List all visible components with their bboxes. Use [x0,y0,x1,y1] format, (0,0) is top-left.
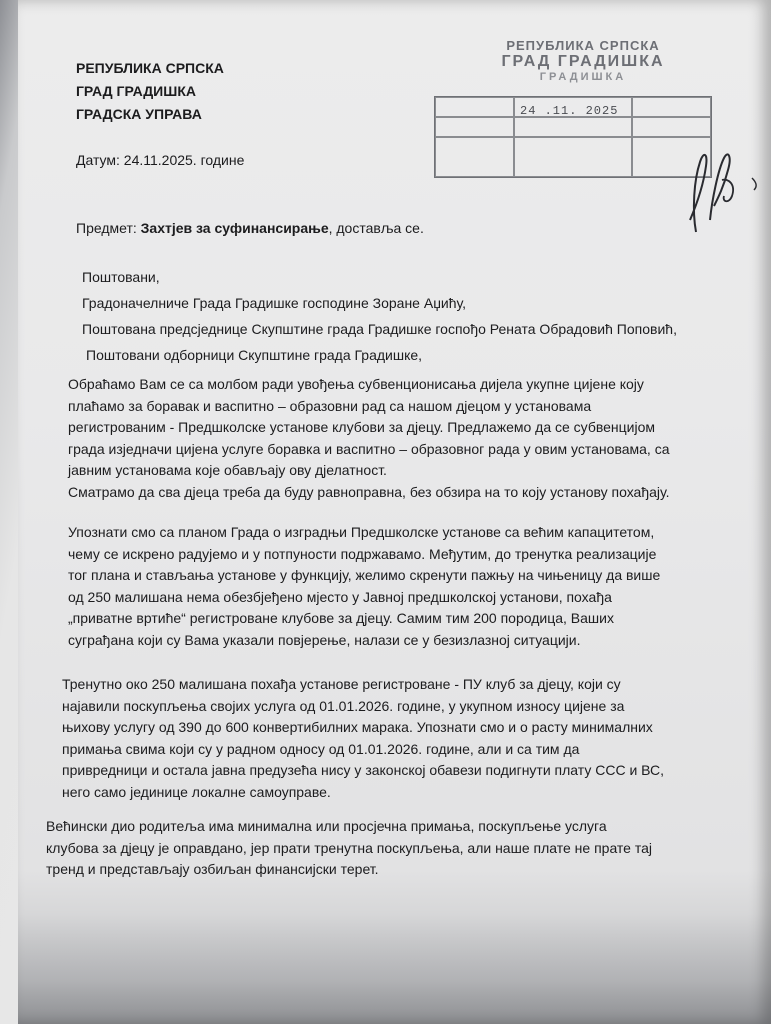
subject-label: Предмет: [76,220,137,236]
text-line: тог плана и стављања установе у функцију, желимо скренути пажњу на чињеницу да више [68,567,661,583]
paragraph-prices [62,674,692,803]
text-line: града изједначи цијена услуге боравка и васпитно – образовног рада у овим установама, са [68,440,670,457]
text-line: од 250 малишана нема обезбјеђено мјесто у Јавној предшколској установи, похађа [68,588,612,605]
text-line: Већински дио родитеља има минимална или просјечна примања, поскупљење услуга [46,818,607,834]
stamp-received-date: 24 .11. 2025 [520,104,619,118]
stamp-line-city: ГРАД ГРАДИШКА [501,53,665,70]
text-line: Тренутно око 250 малишана похађа установе регистроване - ПУ клуб за дјецу, који су [62,676,621,692]
salutation-mayor: Градоначелниче Града Градишке господине Зоране Аџићу, [82,295,467,311]
text-line: примања свима који су у радном односу од 01.01.2026. године, али и са тим да [62,740,580,757]
text-line: него само јединице локалне самоуправе. [62,783,331,800]
handwritten-signature [666,140,766,240]
paragraph-burden [46,816,706,881]
text-line: Упознати смо са планом Града о изградњи Предшколске установе са већим капацитетом, [68,524,655,540]
text-line: плаћамо за боравак и васпитно – образовни рад са нашом дјецом у установама [68,397,592,414]
text-line: „приватне вртиће“ регистроване клубове за дјецу. Самим тим 200 породица, Ваших [68,610,614,626]
stamp-line-republic: РЕПУБЛИКА СРПСКА [506,38,660,53]
text-line: Сматрамо да сва дјеца треба да буду равноправна, без обзира на то коју установу похађају. [68,483,670,500]
header-line-republic: РЕПУБЛИКА СРПСКА [76,60,224,76]
text-line: суграђана који су Вама указали повјерење, налази се у безизлазној ситуацији. [68,631,581,648]
subject-line [76,220,424,236]
text-line: њихову услугу од 390 до 600 конвертибилних марака. Упознати смо и о расту минималних [62,719,653,735]
text-line: чему се искрено радујемо и у потпуности подржавамо. Међутим, до тренутка реализације [68,545,657,562]
salutation-greeting: Поштовани, [82,269,160,285]
text-line: регистрованим - Предшколске установе клубови за дјецу. Предлажемо да се субвенцијом [68,419,656,435]
header-line-administration: ГРАДСКА УПРАВА [76,106,202,122]
text-line: клубова за дјецу је оправдано, јер прати тренутна поскупљења, али наше плате не прате тај [46,839,652,856]
registry-stamp [458,38,708,83]
document-date: Датум: 24.11.2025. године [76,152,245,168]
text-line: Обраћамо Вам се са молбом ради увођења субвенционисања дијела укупне цијене коју [68,376,644,392]
document-page [18,0,771,1024]
salutation-councillors: Поштовани одборници Скупштине града Градишке, [86,347,423,363]
paragraph-plan [68,522,688,651]
text-line: тренд и представљају озбиљан финансијски терет. [46,861,379,877]
subject-rest: , доставља се. [328,220,424,236]
salutation-block [64,264,714,368]
subject-title: Захтјев за суфинансирање [140,220,329,236]
header-line-city: ГРАД ГРАДИШКА [76,83,196,99]
photo-shadow [18,914,771,1024]
stamp-line-sub: ГРАДИШКА [539,71,627,83]
text-line: јавним установама које обављају ову дјелатност. [68,462,387,478]
salutation-assembly-president: Поштована предсједнице Скупштине града Градишке госпођо Рената Обрадовић Поповић, [82,321,677,337]
text-line: најавили поскупљења својих услуга од 01.01.2026. године, у укупном износу цијене за [62,697,625,714]
text-line: привредници и остала јавна предузећа нису у законској обавези подигнути плату ССС и ВС, [62,762,665,778]
paragraph-request [68,374,688,503]
